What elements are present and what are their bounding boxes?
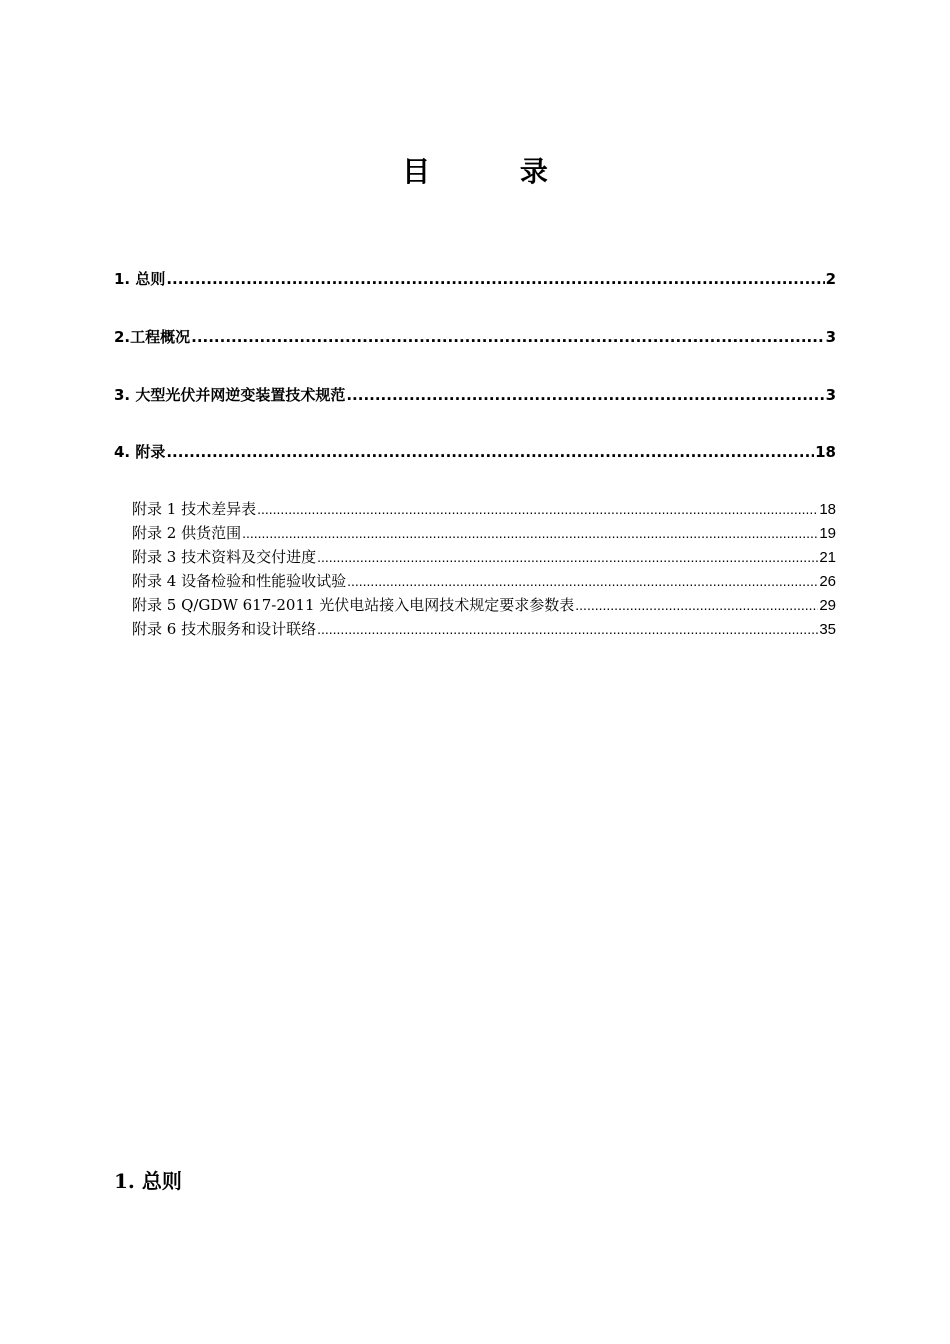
toc-entry-page: 2: [825, 270, 836, 288]
toc-entry-inverter-spec[interactable]: [114, 384, 836, 406]
dot-leader: [191, 326, 824, 348]
toc-entry-label: 附录 5 Q/GDW 617-2011 光伏电站接入电网技术规定要求参数表: [132, 596, 575, 614]
dot-leader: [347, 570, 818, 592]
toc-entry-label: 2.工程概况: [114, 328, 191, 346]
dot-leader: [166, 268, 824, 290]
dot-leader: [575, 594, 818, 616]
toc-entry-label: 附录 4 设备检验和性能验收试验: [132, 572, 347, 590]
toc-entry-page: 35: [819, 621, 836, 638]
toc-entry-label: 附录 6 技术服务和设计联络: [132, 620, 317, 638]
section-heading: 1. 总则: [114, 1169, 182, 1193]
toc-entry-page: 19: [819, 525, 836, 542]
toc-entry-page: 29: [819, 597, 836, 614]
toc-entry-project-overview[interactable]: [114, 326, 836, 348]
dot-leader: [242, 522, 818, 544]
dot-leader: [166, 441, 814, 463]
toc-entry-page: 21: [819, 549, 836, 566]
toc-appendix-3[interactable]: [132, 546, 836, 569]
toc-entry-label: 附录 1 技术差异表: [132, 500, 257, 518]
toc-entry-label: 附录 3 技术资料及交付进度: [132, 548, 317, 566]
toc-entry-general[interactable]: [114, 268, 836, 290]
toc-appendix-6[interactable]: [132, 618, 836, 641]
toc-entry-page: 18: [819, 501, 836, 518]
toc-appendix-1[interactable]: [132, 498, 836, 521]
toc-entry-page: 26: [819, 573, 836, 590]
toc-appendix-4[interactable]: [132, 570, 836, 593]
toc-entry-label: 附录 2 供货范围: [132, 524, 242, 542]
toc-entry-label: 1. 总则: [114, 270, 166, 288]
page-title: 目 录: [402, 155, 588, 188]
toc-entry-label: 4. 附录: [114, 443, 166, 461]
toc-entry-page: 18: [815, 443, 836, 461]
toc-appendix-2[interactable]: [132, 522, 836, 545]
dot-leader: [257, 498, 818, 520]
toc-entry-appendix[interactable]: [114, 441, 836, 463]
dot-leader: [346, 384, 824, 406]
toc-entry-page: 3: [825, 328, 836, 346]
dot-leader: [317, 546, 818, 568]
toc-entry-page: 3: [825, 386, 836, 404]
dot-leader: [317, 618, 818, 640]
toc-entry-label: 3. 大型光伏并网逆变装置技术规范: [114, 386, 346, 404]
toc-appendix-5[interactable]: [132, 594, 836, 617]
